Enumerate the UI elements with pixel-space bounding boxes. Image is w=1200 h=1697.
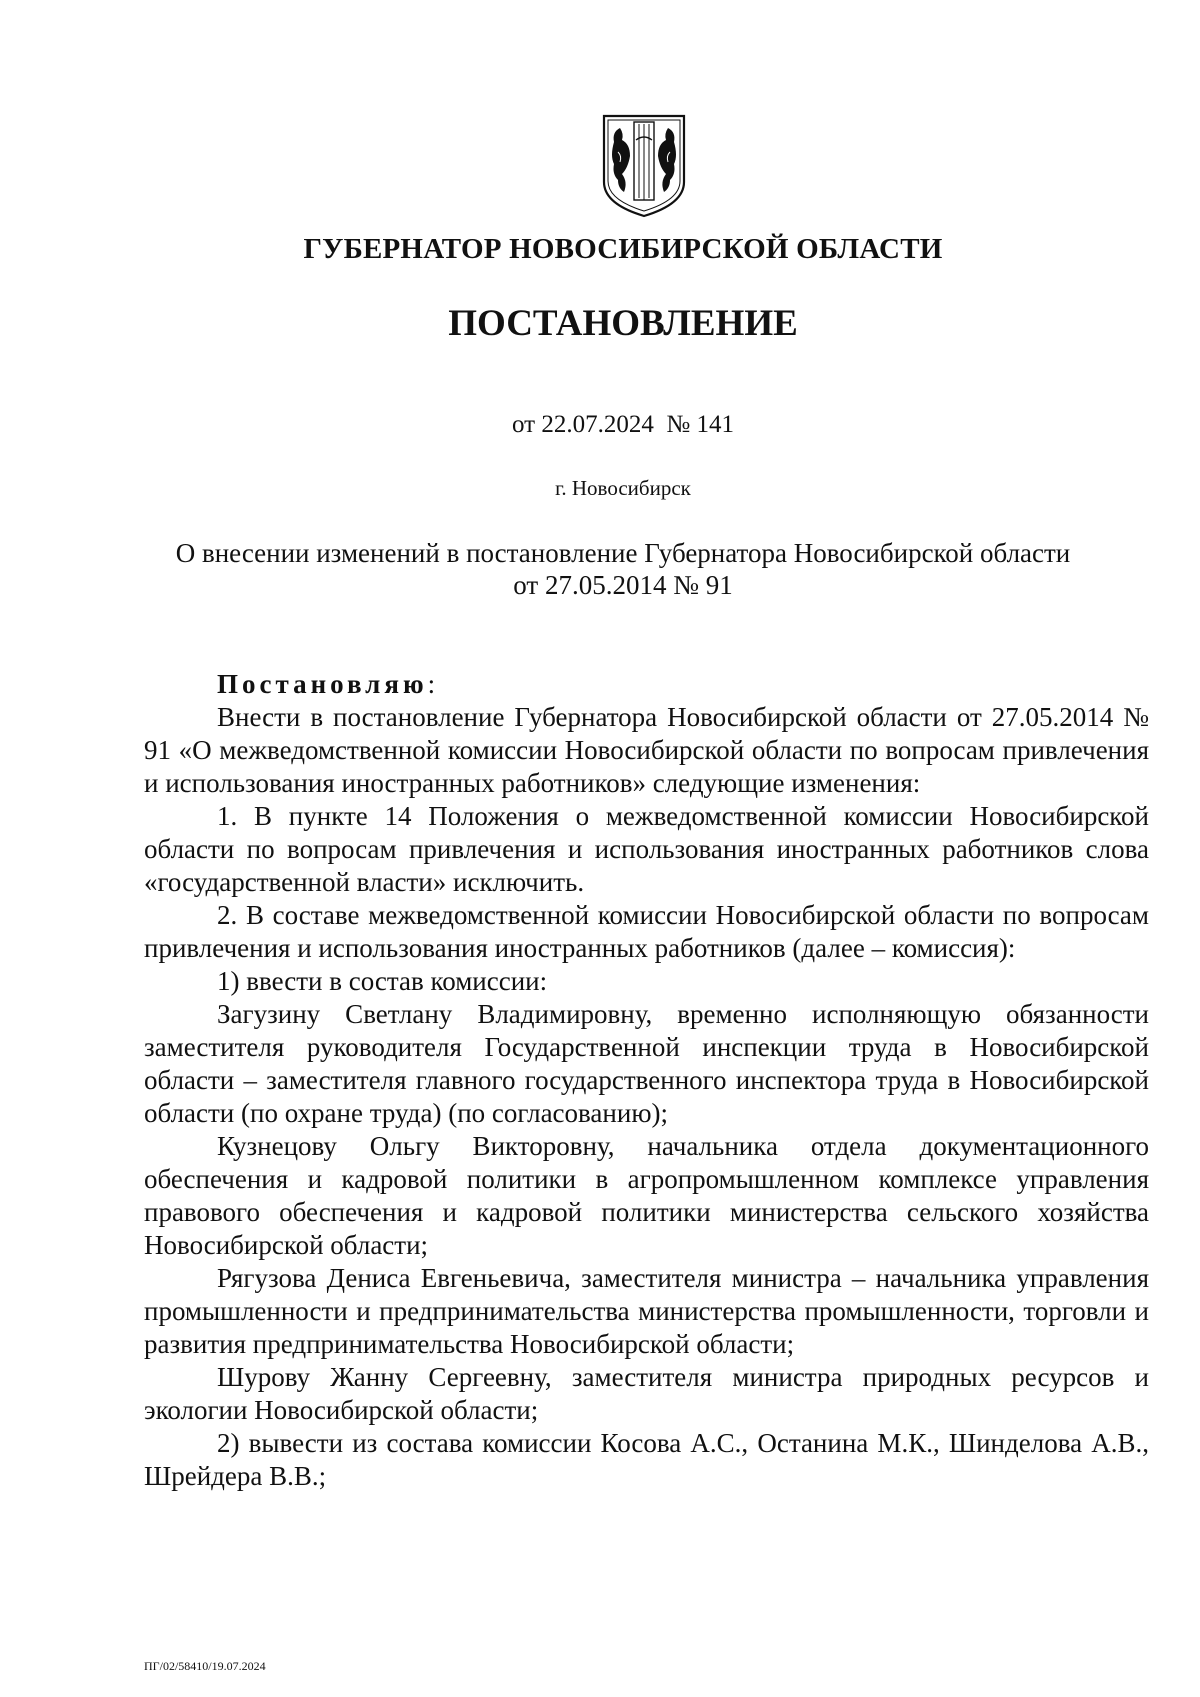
subject-line-2: от 27.05.2014 № 91 — [513, 570, 733, 600]
date-number-line — [23, 411, 1200, 439]
resolution-heading: Постановляю: — [217, 669, 436, 699]
subitem-1-paragraph: 1) ввести в состав комиссии: — [217, 966, 548, 996]
document-type-title: ПОСТАНОВЛЕНИЕ — [448, 303, 798, 344]
city-of-issue: г. Новосибирск — [555, 476, 691, 500]
document-registration-code: ПГ/02/58410/19.07.2024 — [144, 1659, 266, 1673]
person-ryaguzov-paragraph: Рягузова Дениса Евгеньевича, заместителя министра – начальника управления промышленности и предпринимательства министерства промышленности, торговли и развития предпринимательства Новосибирской области; — [144, 1263, 1149, 1359]
document-subject — [23, 537, 1200, 601]
subject-line-1: О внесении изменений в постановление Губернатора Новосибирской области — [175, 538, 1071, 568]
item-2-paragraph: 2. В составе межведомственной комиссии Новосибирской области по вопросам привлечения и использования иностранных работников (далее – комиссия): — [144, 900, 1149, 963]
person-shurova-paragraph: Шурову Жанну Сергеевну, заместителя министра природных ресурсов и экологии Новосибирской области; — [144, 1362, 1149, 1425]
document-date: от 22.07.2024 — [512, 411, 654, 438]
document-number: № 141 — [666, 411, 734, 438]
issuing-authority: ГУБЕРНАТОР НОВОСИБИРСКОЙ ОБЛАСТИ — [303, 233, 943, 265]
document-body — [144, 668, 1149, 1493]
coat-of-arms-emblem — [600, 112, 688, 218]
person-zaguzina-paragraph: Загузину Светлану Владимировну, временно исполняющую обязанности заместителя руководителя Государственной инспекции труда в Новосибирской области – заместителя главного государственного инспектора труда в Новосибирской области (по охране труда) (по согласованию); — [144, 999, 1149, 1128]
item-1-paragraph: 1. В пункте 14 Положения о межведомственной комиссии Новосибирской области по вопросам привлечения и использования иностранных работников слова «государственной власти» исключить. — [144, 801, 1149, 897]
intro-paragraph: Внести в постановление Губернатора Новосибирской области от 27.05.2014 № 91 «О межведомственной комиссии Новосибирской области по вопросам привлечения и использования иностранных работников» следующие изменения: — [144, 702, 1149, 798]
subitem-2-paragraph: 2) вывести из состава комиссии Косова А.С., Останина М.К., Шинделова А.В., Шрейдера В.В.; — [144, 1428, 1149, 1491]
person-kuznetsova-paragraph: Кузнецову Ольгу Викторовну, начальника отдела документационного обеспечения и кадровой политики в агропромышленном комплексе управления правового обеспечения и кадровой политики министерства сельского хозяйства Новосибирской области; — [144, 1131, 1149, 1260]
